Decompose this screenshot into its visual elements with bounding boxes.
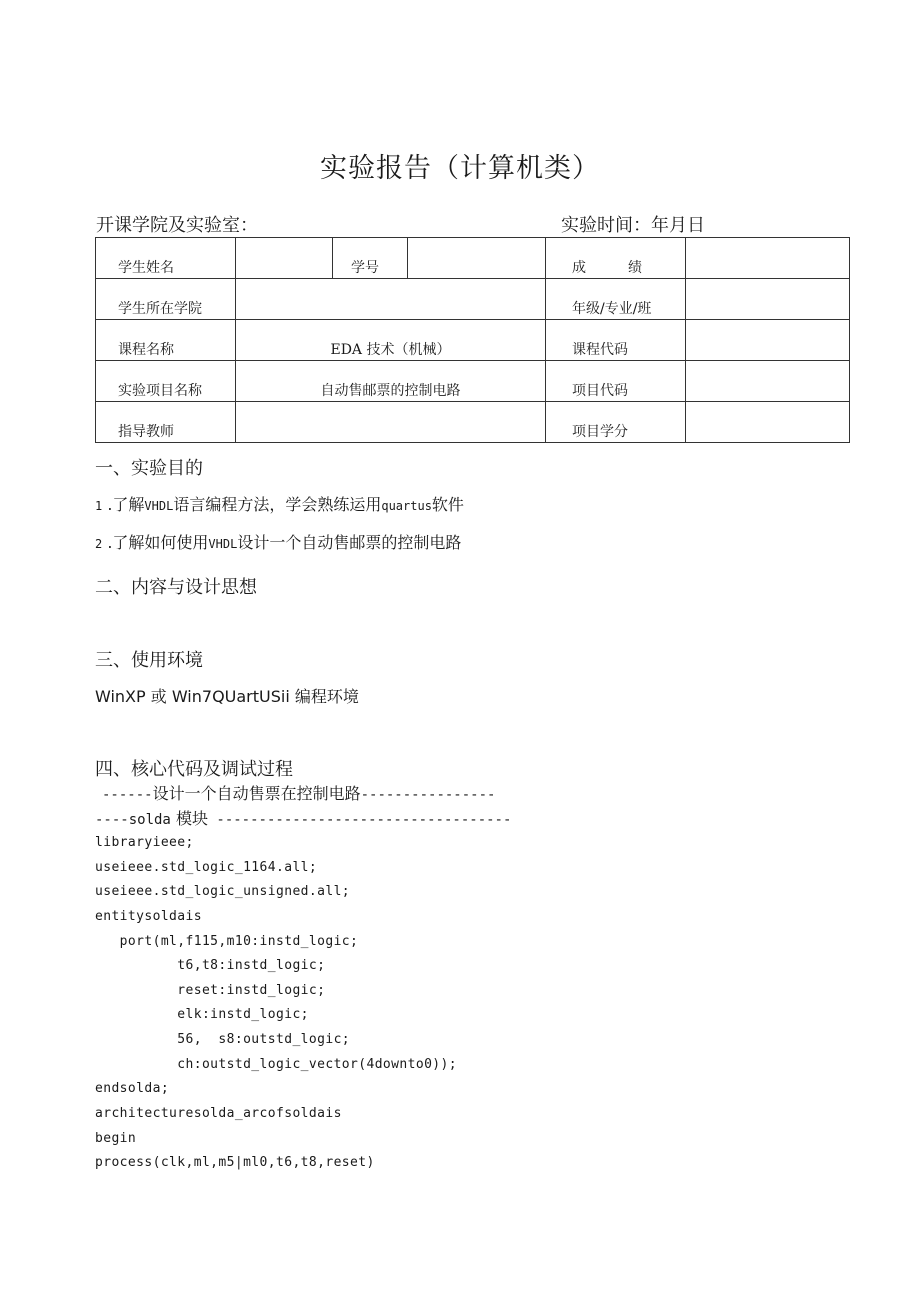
item-text: 语言编程方法，学会熟练运用 bbox=[173, 495, 382, 514]
project-code-value bbox=[686, 361, 850, 402]
college-value bbox=[236, 279, 546, 320]
project-name-value: 自动售邮票的控制电路 bbox=[236, 361, 546, 402]
college-label: 学生所在学院 bbox=[96, 279, 236, 320]
item-number: 2 bbox=[95, 537, 103, 551]
code-line: 56, s8:outstd_logic; bbox=[95, 1032, 351, 1047]
info-table bbox=[95, 237, 850, 443]
class-label: 年级/专业/班 bbox=[546, 279, 686, 320]
item-keyword: quartus bbox=[381, 499, 432, 513]
grade-value bbox=[686, 238, 850, 279]
code-line: useieee.std_logic_unsigned.all; bbox=[95, 884, 351, 899]
item-keyword: VHDL bbox=[144, 499, 174, 513]
item-text: .了解如何使用 bbox=[107, 533, 209, 552]
student-id-value bbox=[408, 238, 546, 279]
code-line: libraryieee; bbox=[95, 835, 194, 850]
item-number: 1 bbox=[95, 499, 103, 513]
purpose-item bbox=[95, 492, 464, 515]
teacher-value bbox=[236, 402, 546, 443]
env-heading: 三、使用环境 bbox=[95, 650, 203, 671]
code-line: begin bbox=[95, 1131, 137, 1146]
code-banner bbox=[102, 781, 495, 804]
page-title: 实验报告（计算机类） bbox=[320, 153, 600, 184]
purpose-heading: 一、实验目的 bbox=[95, 458, 203, 479]
code-line: port(ml,f115,m10:instd_logic; bbox=[95, 934, 359, 949]
code-line: useieee.std_logic_1164.all; bbox=[95, 860, 318, 875]
banner-dashes: ---------------- bbox=[360, 787, 496, 803]
code-line: process(clk,ml,m5|ml0,t6,t8,reset) bbox=[95, 1155, 375, 1170]
grade-label: 成 绩 bbox=[546, 238, 686, 279]
student-name-label: 学生姓名 bbox=[96, 238, 236, 279]
item-text: .了解 bbox=[107, 495, 145, 514]
table-row bbox=[96, 320, 850, 361]
course-code-label: 课程代码 bbox=[546, 320, 686, 361]
code-line: elk:instd_logic; bbox=[95, 1007, 309, 1022]
code-heading: 四、核心代码及调试过程 bbox=[95, 759, 293, 780]
college-lab-label: 开课学院及实验室： bbox=[96, 215, 258, 236]
module-text: 模块 bbox=[175, 809, 208, 828]
project-credit-label: 项目学分 bbox=[546, 402, 686, 443]
experiment-time-label: 实验时间：年月日 bbox=[561, 215, 705, 236]
item-text: 软件 bbox=[431, 495, 464, 514]
project-credit-value bbox=[686, 402, 850, 443]
table-row bbox=[96, 279, 850, 320]
table-row bbox=[96, 361, 850, 402]
table-row bbox=[96, 402, 850, 443]
code-line: reset:instd_logic; bbox=[95, 983, 326, 998]
course-code-value bbox=[686, 320, 850, 361]
item-text: 设计一个自动售邮票的控制电路 bbox=[237, 533, 462, 552]
student-name-value bbox=[236, 238, 333, 279]
code-line: endsolda; bbox=[95, 1081, 170, 1096]
env-text: WinXP 或 Win7QUartUSii 编程环境 bbox=[95, 687, 359, 706]
table-row bbox=[96, 238, 850, 279]
teacher-label: 指导教师 bbox=[96, 402, 236, 443]
course-name-value: EDA 技术（机械） bbox=[236, 320, 546, 361]
module-dashes: ----------------------------------- bbox=[207, 812, 512, 828]
code-line: t6,t8:instd_logic; bbox=[95, 958, 326, 973]
project-code-label: 项目代码 bbox=[546, 361, 686, 402]
code-line: ch:outstd_logic_vector(4downto0)); bbox=[95, 1057, 457, 1072]
banner-text: 设计一个自动售票在控制电路 bbox=[152, 784, 361, 803]
module-banner bbox=[95, 806, 511, 829]
purpose-item bbox=[95, 530, 461, 553]
student-id-label: 学号 bbox=[333, 238, 408, 279]
class-value bbox=[686, 279, 850, 320]
banner-dashes: ------ bbox=[102, 787, 153, 803]
content-heading: 二、内容与设计思想 bbox=[95, 577, 257, 598]
code-line: architecturesolda_arcofsoldais bbox=[95, 1106, 342, 1121]
item-keyword: VHDL bbox=[208, 537, 238, 551]
code-line: entitysoldais bbox=[95, 909, 202, 924]
project-name-label: 实验项目名称 bbox=[96, 361, 236, 402]
course-name-label: 课程名称 bbox=[96, 320, 236, 361]
module-dashes: ----solda bbox=[95, 812, 171, 828]
